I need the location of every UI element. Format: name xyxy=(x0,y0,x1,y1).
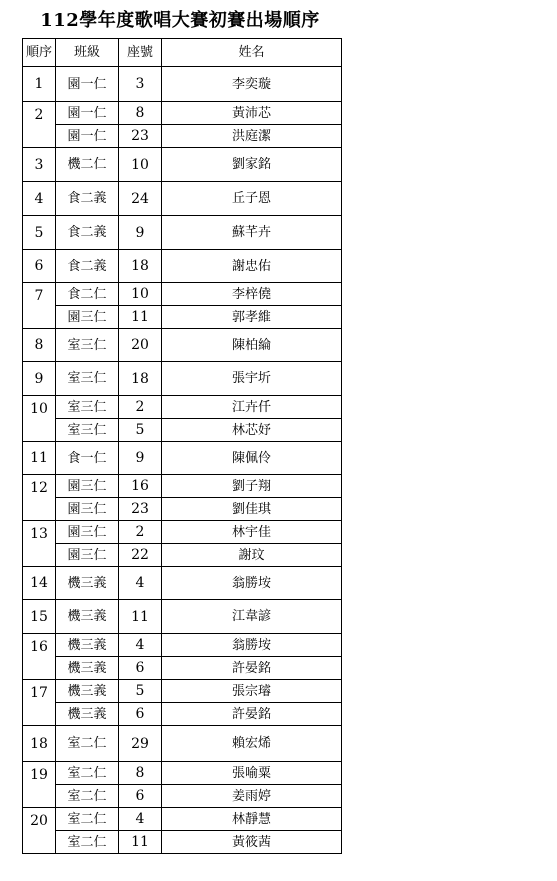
seat-cell: 4 xyxy=(119,808,162,831)
order-cell: 17 xyxy=(23,680,56,726)
name-cell: 林宇佳 xyxy=(162,521,342,544)
name-cell: 江卉仟 xyxy=(162,396,342,419)
class-cell: 機二仁 xyxy=(56,148,119,182)
table-row xyxy=(23,442,342,475)
seat-cell: 11 xyxy=(119,600,162,634)
seat-cell: 23 xyxy=(119,498,162,521)
class-cell: 室二仁 xyxy=(56,726,119,762)
order-cell: 14 xyxy=(23,567,56,600)
table-row xyxy=(23,362,342,396)
table-row xyxy=(23,419,342,442)
name-cell: 陳柏綸 xyxy=(162,329,342,362)
seat-cell: 6 xyxy=(119,657,162,680)
seat-cell: 4 xyxy=(119,634,162,657)
seat-cell: 9 xyxy=(119,216,162,250)
table-row xyxy=(23,600,342,634)
class-cell: 機三義 xyxy=(56,657,119,680)
order-cell: 2 xyxy=(23,102,56,148)
table-row xyxy=(23,329,342,362)
name-cell: 黃沛芯 xyxy=(162,102,342,125)
order-cell: 1 xyxy=(23,67,56,102)
order-cell: 7 xyxy=(23,283,56,329)
name-cell: 林靜慧 xyxy=(162,808,342,831)
name-cell: 蘇芊卉 xyxy=(162,216,342,250)
class-cell: 室二仁 xyxy=(56,831,119,854)
seat-cell: 5 xyxy=(119,680,162,703)
name-cell: 李奕璇 xyxy=(162,67,342,102)
order-cell: 15 xyxy=(23,600,56,634)
class-cell: 室二仁 xyxy=(56,762,119,785)
class-cell: 機三義 xyxy=(56,567,119,600)
table-row xyxy=(23,785,342,808)
table-row xyxy=(23,703,342,726)
seat-cell: 6 xyxy=(119,785,162,808)
seat-cell: 8 xyxy=(119,762,162,785)
seat-cell: 23 xyxy=(119,125,162,148)
class-cell: 園三仁 xyxy=(56,306,119,329)
name-cell: 張宇圻 xyxy=(162,362,342,396)
order-cell: 10 xyxy=(23,396,56,442)
table-row xyxy=(23,475,342,498)
seat-cell: 10 xyxy=(119,283,162,306)
class-cell: 機三義 xyxy=(56,634,119,657)
table-row xyxy=(23,182,342,216)
order-cell: 9 xyxy=(23,362,56,396)
seat-cell: 2 xyxy=(119,396,162,419)
seat-cell: 3 xyxy=(119,67,162,102)
name-cell: 林芯妤 xyxy=(162,419,342,442)
seat-cell: 20 xyxy=(119,329,162,362)
name-cell: 賴宏烯 xyxy=(162,726,342,762)
name-cell: 黃筱茜 xyxy=(162,831,342,854)
header-seat: 座號 xyxy=(119,39,162,67)
table-row xyxy=(23,396,342,419)
table-row xyxy=(23,762,342,785)
seat-cell: 8 xyxy=(119,102,162,125)
table-row xyxy=(23,634,342,657)
table-row xyxy=(23,283,342,306)
class-cell: 機三義 xyxy=(56,600,119,634)
header-order: 順序 xyxy=(23,39,56,67)
class-cell: 園三仁 xyxy=(56,544,119,567)
table-header-row xyxy=(23,39,342,67)
table-row xyxy=(23,544,342,567)
table-row xyxy=(23,726,342,762)
class-cell: 園一仁 xyxy=(56,67,119,102)
class-cell: 室三仁 xyxy=(56,419,119,442)
class-cell: 食二義 xyxy=(56,182,119,216)
order-cell: 6 xyxy=(23,250,56,283)
seat-cell: 9 xyxy=(119,442,162,475)
seat-cell: 24 xyxy=(119,182,162,216)
name-cell: 張宗璿 xyxy=(162,680,342,703)
name-cell: 江韋諺 xyxy=(162,600,342,634)
class-cell: 園三仁 xyxy=(56,521,119,544)
order-table xyxy=(22,38,342,854)
class-cell: 機三義 xyxy=(56,680,119,703)
name-cell: 許晏銘 xyxy=(162,703,342,726)
class-cell: 園一仁 xyxy=(56,102,119,125)
class-cell: 室二仁 xyxy=(56,808,119,831)
name-cell: 劉佳琪 xyxy=(162,498,342,521)
order-cell: 8 xyxy=(23,329,56,362)
seat-cell: 16 xyxy=(119,475,162,498)
name-cell: 劉家銘 xyxy=(162,148,342,182)
name-cell: 謝玟 xyxy=(162,544,342,567)
seat-cell: 29 xyxy=(119,726,162,762)
order-cell: 5 xyxy=(23,216,56,250)
class-cell: 園一仁 xyxy=(56,125,119,148)
class-cell: 室二仁 xyxy=(56,785,119,808)
table-row xyxy=(23,125,342,148)
table-row xyxy=(23,306,342,329)
class-cell: 食一仁 xyxy=(56,442,119,475)
page-title: 112學年度歌唱大賽初賽出場順序 xyxy=(40,10,320,31)
seat-cell: 18 xyxy=(119,250,162,283)
table-row xyxy=(23,567,342,600)
seat-cell: 22 xyxy=(119,544,162,567)
header-name: 姓名 xyxy=(162,39,342,67)
class-cell: 室三仁 xyxy=(56,329,119,362)
order-cell: 12 xyxy=(23,475,56,521)
name-cell: 丘子恩 xyxy=(162,182,342,216)
table-row xyxy=(23,250,342,283)
seat-cell: 2 xyxy=(119,521,162,544)
table-row xyxy=(23,680,342,703)
table-row xyxy=(23,808,342,831)
order-cell: 11 xyxy=(23,442,56,475)
seat-cell: 18 xyxy=(119,362,162,396)
table-row xyxy=(23,102,342,125)
seat-cell: 6 xyxy=(119,703,162,726)
class-cell: 室三仁 xyxy=(56,362,119,396)
seat-cell: 11 xyxy=(119,831,162,854)
order-cell: 3 xyxy=(23,148,56,182)
table-body xyxy=(23,67,342,854)
class-cell: 室三仁 xyxy=(56,396,119,419)
class-cell: 園三仁 xyxy=(56,475,119,498)
header-class: 班級 xyxy=(56,39,119,67)
name-cell: 張喻粟 xyxy=(162,762,342,785)
name-cell: 劉子翔 xyxy=(162,475,342,498)
class-cell: 食二義 xyxy=(56,216,119,250)
seat-cell: 10 xyxy=(119,148,162,182)
table-row xyxy=(23,498,342,521)
name-cell: 郭孝維 xyxy=(162,306,342,329)
order-cell: 19 xyxy=(23,762,56,808)
name-cell: 翁勝垵 xyxy=(162,634,342,657)
name-cell: 翁勝垵 xyxy=(162,567,342,600)
name-cell: 洪庭潔 xyxy=(162,125,342,148)
order-cell: 20 xyxy=(23,808,56,854)
seat-cell: 4 xyxy=(119,567,162,600)
name-cell: 許晏銘 xyxy=(162,657,342,680)
order-cell: 4 xyxy=(23,182,56,216)
seat-cell: 5 xyxy=(119,419,162,442)
seat-cell: 11 xyxy=(119,306,162,329)
table-row xyxy=(23,67,342,102)
name-cell: 姜雨婷 xyxy=(162,785,342,808)
order-cell: 18 xyxy=(23,726,56,762)
name-cell: 謝忠佑 xyxy=(162,250,342,283)
order-cell: 16 xyxy=(23,634,56,680)
class-cell: 機三義 xyxy=(56,703,119,726)
table-row xyxy=(23,148,342,182)
order-cell: 13 xyxy=(23,521,56,567)
table-row xyxy=(23,216,342,250)
class-cell: 食二仁 xyxy=(56,283,119,306)
table-row xyxy=(23,831,342,854)
class-cell: 食二義 xyxy=(56,250,119,283)
name-cell: 李梓僥 xyxy=(162,283,342,306)
table-row xyxy=(23,521,342,544)
name-cell: 陳佩伶 xyxy=(162,442,342,475)
table-row xyxy=(23,657,342,680)
class-cell: 園三仁 xyxy=(56,498,119,521)
